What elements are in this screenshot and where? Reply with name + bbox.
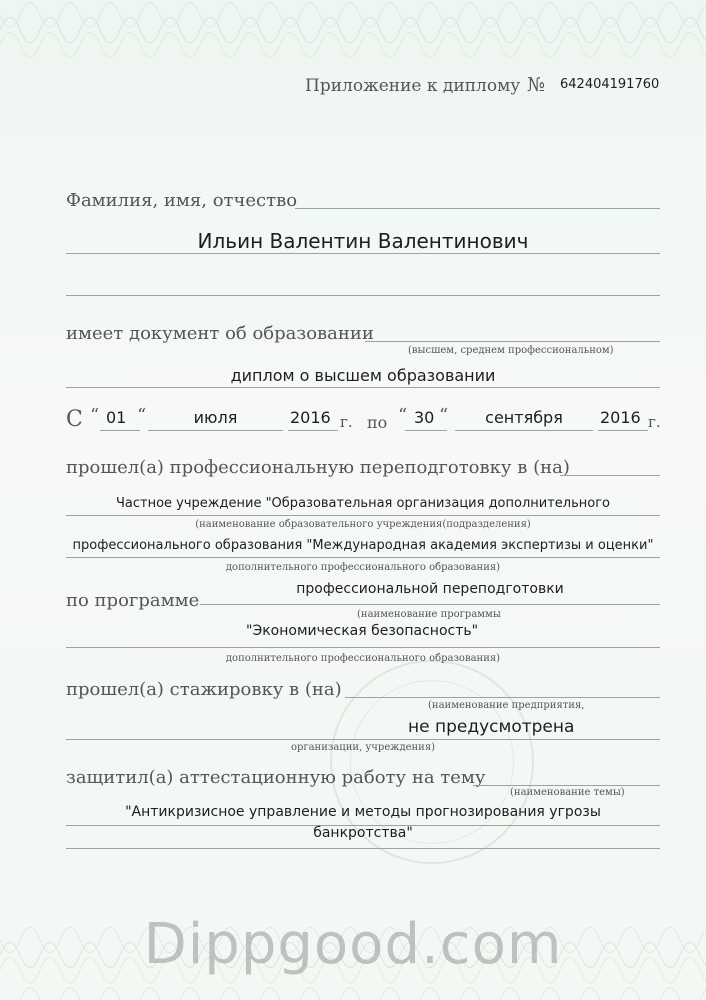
start-day-line xyxy=(100,430,140,431)
end-year-suffix: г. xyxy=(648,413,661,431)
program-label: по программе xyxy=(66,590,200,611)
thesis-hint: (наименование темы) xyxy=(510,787,625,798)
name-label: Фамилия, имя, отчество xyxy=(66,190,298,211)
retraining-label: прошел(а) профессиональную переподготовку в (на) xyxy=(66,457,570,478)
program-line-2: "Экономическая безопасность" xyxy=(246,623,479,639)
start-month-line xyxy=(148,430,283,431)
internship-line-2 xyxy=(66,739,660,740)
education-line-2 xyxy=(66,387,660,388)
end-day: 30 xyxy=(414,408,435,427)
diploma-number: 642404191760 xyxy=(560,77,660,92)
end-month: сентября xyxy=(485,408,563,427)
education-doc-value: диплом о высшем образовании xyxy=(230,366,496,385)
site-watermark: Dippgood.com xyxy=(143,912,563,977)
institution-line-2: профессионального образования "Международная академия экспертизы и оценки" xyxy=(72,538,654,553)
start-month: июля xyxy=(193,408,238,427)
program-line-b xyxy=(66,647,660,648)
header-title: Приложение к диплому xyxy=(305,76,521,96)
institution-line-1: Частное учреждение "Образовательная организация дополнительного xyxy=(116,496,610,511)
retraining-line-3 xyxy=(66,557,660,558)
program-hint-2: дополнительного профессионального образования) xyxy=(225,653,501,664)
number-sign: № xyxy=(527,74,545,96)
period-by: по xyxy=(367,413,388,432)
end-quote-open: “ xyxy=(398,405,408,426)
start-quote-close: “ xyxy=(137,405,147,426)
end-quote-close: “ xyxy=(439,405,449,426)
internship-label: прошел(а) стажировку в (на) xyxy=(66,679,342,700)
program-line-1: профессиональной переподготовки xyxy=(296,581,564,597)
full-name: Ильин Валентин Валентинович xyxy=(197,229,529,253)
program-line-a xyxy=(200,604,660,605)
program-hint-1: (наименование программы xyxy=(357,609,501,620)
name-line-3 xyxy=(66,295,660,296)
education-hint: (высшем, среднем профессиональном) xyxy=(408,345,614,356)
end-month-line xyxy=(455,430,593,431)
institution-hint-1: (наименование образовательного учреждения(подразделения) xyxy=(195,519,531,530)
start-year-suffix: г. xyxy=(340,413,353,431)
start-day: 01 xyxy=(106,408,127,427)
start-year: 2016 xyxy=(290,408,331,427)
institution-hint-2: дополнительного профессионального образования) xyxy=(225,562,501,573)
ornament-band-top xyxy=(0,0,706,60)
name-line-1 xyxy=(295,208,660,209)
thesis-value-line-2: банкротства" xyxy=(313,825,413,841)
thesis-label: защитил(а) аттестационную работу на тему xyxy=(66,767,486,788)
thesis-line-1 xyxy=(473,785,660,786)
end-day-line xyxy=(405,430,447,431)
end-year: 2016 xyxy=(600,408,641,427)
end-year-line xyxy=(598,430,648,431)
start-year-line xyxy=(288,430,338,431)
retraining-line-1 xyxy=(560,475,660,476)
thesis-line-3 xyxy=(66,848,660,849)
education-label: имеет документ об образовании xyxy=(66,323,374,344)
internship-value: не предусмотрена xyxy=(408,717,575,737)
start-quote-open: “ xyxy=(90,405,100,426)
thesis-value-line-1: "Антикризисное управление и методы прогнозирования угрозы xyxy=(125,804,601,820)
period-prefix: С xyxy=(66,407,83,432)
name-line-2 xyxy=(66,253,660,254)
internship-hint-2: организации, учреждения) xyxy=(290,742,436,753)
internship-line-1 xyxy=(345,697,660,698)
education-line-1 xyxy=(365,341,660,342)
internship-hint-1: (наименование предприятия, xyxy=(428,700,585,711)
retraining-line-2 xyxy=(66,515,660,516)
